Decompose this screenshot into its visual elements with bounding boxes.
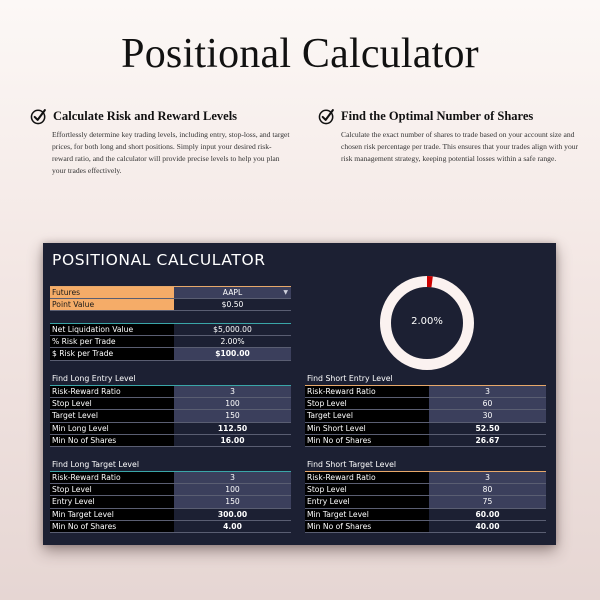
table-row [50, 398, 291, 410]
min-target-level-value: 300.00 [174, 509, 291, 520]
section-title: Find Short Entry Level [307, 374, 393, 383]
chevron-down-icon[interactable]: ▼ [283, 289, 288, 296]
risk-reward-input[interactable]: 3 [174, 386, 291, 397]
row-label: $ Risk per Trade [50, 348, 174, 359]
row-label: Target Level [305, 410, 429, 421]
feature-optimal-shares [318, 108, 578, 165]
feature-title: Find the Optimal Number of Shares [341, 109, 534, 123]
row-label: Stop Level [305, 398, 429, 409]
row-label: Risk-Reward Ratio [305, 472, 429, 483]
check-circle-icon [30, 108, 47, 125]
row-label: Target Level [50, 410, 174, 421]
table-row [305, 521, 546, 533]
min-shares-value: 16.00 [174, 435, 291, 446]
futures-row [50, 287, 291, 299]
row-label: Min No of Shares [50, 521, 174, 532]
target-level-input[interactable]: 30 [429, 410, 546, 421]
risk-reward-input[interactable]: 3 [429, 386, 546, 397]
table-row [50, 484, 291, 496]
table-row [50, 386, 291, 398]
table-row [305, 398, 546, 410]
target-level-input[interactable]: 150 [174, 410, 291, 421]
risk-percent-row [50, 336, 291, 348]
feature-title: Calculate Risk and Reward Levels [53, 109, 238, 123]
account-table [50, 323, 291, 361]
risk-percent-input[interactable]: 2.00% [174, 336, 291, 347]
entry-level-input[interactable]: 75 [429, 496, 546, 507]
min-long-level-value: 112.50 [174, 423, 291, 434]
table-row [50, 423, 291, 435]
row-label: Risk-Reward Ratio [50, 386, 174, 397]
row-label: Risk-Reward Ratio [50, 472, 174, 483]
table-row [50, 496, 291, 508]
min-target-level-value: 60.00 [429, 509, 546, 520]
table-row [305, 509, 546, 521]
risk-reward-input[interactable]: 3 [429, 472, 546, 483]
risk-reward-input[interactable]: 3 [174, 472, 291, 483]
risk-dollar-row [50, 348, 291, 360]
stop-level-input[interactable]: 100 [174, 398, 291, 409]
min-shares-value: 26.67 [429, 435, 546, 446]
futures-label: Futures [50, 287, 174, 298]
instrument-table [50, 286, 291, 311]
row-label: Risk-Reward Ratio [305, 386, 429, 397]
page-title: Positional Calculator [121, 31, 479, 77]
row-label: % Risk per Trade [50, 336, 174, 347]
short-entry-table [305, 373, 546, 447]
row-label: Min No of Shares [305, 521, 429, 532]
feature-description: Calculate the exact number of shares to trade based on your account size and chosen risk percentage per trade. This ensures that your trades align with your risk management strategy, keeping potential losses within a safe range. [341, 130, 579, 163]
entry-level-input[interactable]: 150 [174, 496, 291, 507]
table-row [50, 472, 291, 484]
calculator-panel [43, 243, 556, 545]
table-row [305, 386, 546, 398]
row-label: Min No of Shares [305, 435, 429, 446]
table-row [50, 435, 291, 447]
min-shares-value: 4.00 [174, 521, 291, 532]
check-circle-icon [318, 108, 335, 125]
long-target-table [50, 459, 291, 533]
row-label: Net Liquidation Value [50, 324, 174, 335]
point-value-row [50, 299, 291, 311]
stop-level-input[interactable]: 100 [174, 484, 291, 495]
row-label: Stop Level [305, 484, 429, 495]
short-target-table [305, 459, 546, 533]
net-liquidation-input[interactable]: $5,000.00 [174, 324, 291, 335]
table-row [50, 410, 291, 422]
section-title: Find Short Target Level [307, 460, 397, 469]
row-label: Min Long Level [50, 423, 174, 434]
futures-value: AAPL [222, 288, 243, 297]
point-value: $0.50 [174, 299, 291, 310]
feature-risk-reward [30, 108, 290, 177]
row-label: Entry Level [305, 496, 429, 507]
futures-select[interactable] [174, 287, 291, 298]
row-label: Stop Level [50, 484, 174, 495]
row-label: Entry Level [50, 496, 174, 507]
min-short-level-value: 52.50 [429, 423, 546, 434]
row-label: Stop Level [50, 398, 174, 409]
table-row [305, 496, 546, 508]
table-row [50, 521, 291, 533]
point-value-label: Point Value [50, 299, 174, 310]
row-label: Min No of Shares [50, 435, 174, 446]
section-title: Find Long Entry Level [52, 374, 136, 383]
section-title: Find Long Target Level [52, 460, 139, 469]
table-row [50, 509, 291, 521]
long-entry-table [50, 373, 291, 447]
min-shares-value: 40.00 [429, 521, 546, 532]
row-label: Min Short Level [305, 423, 429, 434]
table-row [305, 423, 546, 435]
row-label: Min Target Level [305, 509, 429, 520]
table-row [305, 435, 546, 447]
risk-donut-label: 2.00% [411, 316, 443, 327]
feature-description: Effortlessly determine key trading levels, including entry, stop-loss, and target prices, for both long and short positions. Simply input your desired risk-reward ratio, and the calculator will provide precise levels to help you plan your trades effectively. [52, 130, 290, 175]
table-row [305, 410, 546, 422]
risk-dollar-value: $100.00 [174, 348, 291, 359]
stop-level-input[interactable]: 80 [429, 484, 546, 495]
net-liquidation-row [50, 324, 291, 336]
stop-level-input[interactable]: 60 [429, 398, 546, 409]
table-row [305, 484, 546, 496]
calculator-title: POSITIONAL CALCULATOR [52, 251, 266, 269]
row-label: Min Target Level [50, 509, 174, 520]
table-row [305, 472, 546, 484]
